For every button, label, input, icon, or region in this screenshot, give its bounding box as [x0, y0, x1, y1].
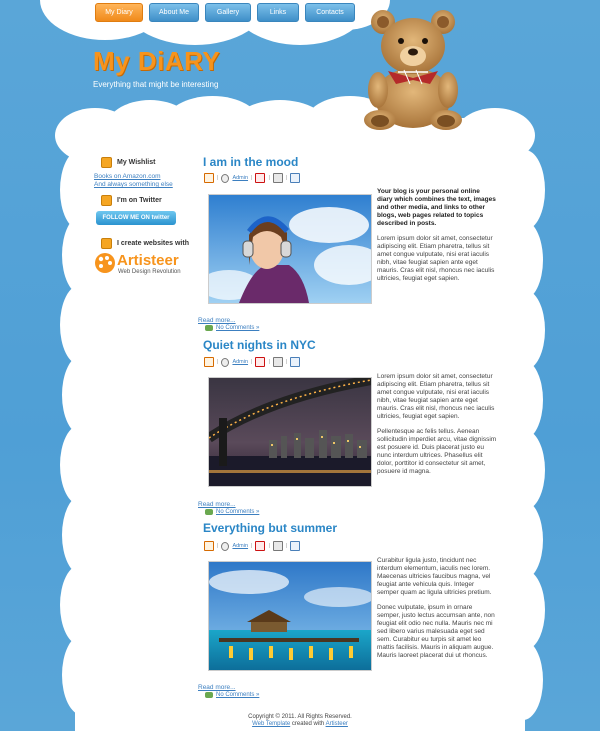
- email-icon[interactable]: [290, 173, 300, 183]
- meta-separator: |: [285, 543, 288, 549]
- footer-artisteer-link[interactable]: Artisteer: [325, 721, 348, 727]
- post-paragraph-3b: Donec vulputate, ipsum in ornare semper, justo lectus accumsan ante, non feugiat elit odio nec nulla. Mauris nec mi sed libero varius malesuada eget sed sem. Curabitur eu turpis sit amet leo mattis facilisis. Mauris in aliquam augue. Mauris laoreet placerat dui ut rhoncus.: [377, 604, 495, 659]
- site-title[interactable]: My DiARY: [93, 46, 221, 76]
- websites-heading: [101, 238, 189, 249]
- wishlist-heading: [101, 157, 155, 168]
- meta-separator: |: [251, 359, 253, 365]
- comments-text-3[interactable]: No Comments »: [216, 692, 260, 698]
- nav-gallery[interactable]: Gallery: [205, 3, 251, 22]
- meta-separator: |: [217, 543, 219, 549]
- post-photo-beach-pavilion: [208, 561, 372, 671]
- nav-my-diary[interactable]: My Diary: [95, 3, 143, 22]
- post-title-2[interactable]: Quiet nights in NYC: [203, 338, 316, 352]
- meta-separator: |: [285, 175, 288, 181]
- print-icon[interactable]: [273, 173, 283, 183]
- footer-credits: [0, 721, 600, 727]
- footer-copyright: Copyright © 2011. All Rights Reserved.: [248, 714, 352, 720]
- comment-icon: [205, 692, 213, 698]
- nav-links[interactable]: Links: [257, 3, 299, 22]
- comments-link-1[interactable]: [205, 325, 259, 331]
- pdf-icon[interactable]: [255, 541, 265, 551]
- post-meta-3: [204, 541, 300, 551]
- calendar-icon: [204, 173, 214, 183]
- meta-separator: |: [285, 359, 288, 365]
- wishlist-link-other[interactable]: And always something else: [94, 181, 173, 188]
- main-nav: [95, 3, 355, 22]
- post-photo-headphones-girl: [208, 194, 372, 304]
- rss-icon: [101, 157, 112, 168]
- teddy-bear-image: [358, 8, 468, 132]
- twitter-heading-text: I'm on Twitter: [117, 197, 162, 204]
- post-title-3[interactable]: Everything but summer: [203, 521, 338, 535]
- footer-created-with: created with: [291, 721, 325, 727]
- read-more-link-1[interactable]: Read more...: [198, 317, 236, 324]
- twitter-follow-button[interactable]: FOLLOW ME ON twitter: [96, 211, 176, 225]
- wishlist-heading-text: My Wishlist: [117, 159, 156, 166]
- comments-link-3[interactable]: [205, 692, 259, 698]
- post-paragraph-1a: Lorem ipsum dolor sit amet, consectetur adipiscing elit. Etiam pharetra, tellus sit amet congue vulputate, nisi erat iaculis nibh, vitae feugiat sapien ante eget mauris. Cras elit nisl, rhoncus nec iaculis ultricies, feugiat eget sapien.: [377, 235, 495, 282]
- footer-web-template-link[interactable]: Web Template: [252, 721, 291, 727]
- artisteer-logo-icon[interactable]: [94, 251, 116, 275]
- websites-heading-text: I create websites with: [117, 240, 189, 247]
- comment-icon: [205, 509, 213, 515]
- post-paragraph-2a: Lorem ipsum dolor sit amet, consectetur adipiscing elit. Etiam pharetra, tellus sit amet congue vulputate, nisi erat iaculis nibh, vitae feugiat sapien ante eget mauris. Cras elit nisl, rhoncus nec iaculis ultricies, feugiat eget sapien.: [377, 373, 495, 420]
- meta-separator: |: [251, 175, 253, 181]
- nav-about-me[interactable]: About Me: [149, 3, 199, 22]
- post-meta-1: [204, 173, 300, 183]
- meta-separator: |: [217, 359, 219, 365]
- print-icon[interactable]: [273, 357, 283, 367]
- twitter-heading: [101, 195, 162, 206]
- post-paragraph-3a: Curabitur ligula justo, tincidunt nec interdum elementum, iaculis nec lorem. Maecenas ultricies faucibus magna, vel feugiat ante vehicula quis. Integer semper quam ac ligula ultricies pretium.: [377, 557, 492, 596]
- wishlist-link-amazon[interactable]: Books on Amazon.com: [94, 173, 161, 180]
- calendar-icon: [204, 541, 214, 551]
- comment-icon: [205, 325, 213, 331]
- pdf-icon[interactable]: [255, 173, 265, 183]
- post-body-1: [377, 188, 497, 290]
- calendar-icon: [204, 357, 214, 367]
- user-icon: [221, 174, 229, 183]
- artisteer-tagline: Web Design Revolution: [118, 269, 181, 275]
- email-icon[interactable]: [290, 541, 300, 551]
- meta-separator: |: [268, 543, 270, 549]
- meta-separator: |: [217, 175, 219, 181]
- post-title-1[interactable]: I am in the mood: [203, 155, 299, 169]
- meta-separator: |: [268, 175, 270, 181]
- post-paragraph-2b: Pellentesque ac felis tellus. Aenean sollicitudin imperdiet arcu, vitae dignissim est posuere id. Duis placerat justo eu nunc interdum ultrices. Phasellus elit dolor, porttitor id consectetur sit amet, posuere id magna.: [377, 428, 497, 475]
- author-link[interactable]: Admin: [232, 359, 249, 365]
- read-more-link-2[interactable]: Read more...: [198, 501, 236, 508]
- read-more-link-3[interactable]: Read more...: [198, 684, 236, 691]
- post-meta-2: [204, 357, 300, 367]
- user-icon: [221, 542, 229, 551]
- rss-icon: [101, 238, 112, 249]
- site-tagline: Everything that might be interesting: [93, 80, 219, 89]
- user-icon: [221, 358, 229, 367]
- author-link[interactable]: Admin: [232, 175, 249, 181]
- post-intro-1: Your blog is your personal online diary which combines the text, images and other media, and links to other blogs, web pages related to topics described in posts.: [377, 188, 496, 227]
- print-icon[interactable]: [273, 541, 283, 551]
- comments-text-1[interactable]: No Comments »: [216, 325, 260, 331]
- pdf-icon[interactable]: [255, 357, 265, 367]
- nav-contacts[interactable]: Contacts: [305, 3, 355, 22]
- author-link[interactable]: Admin: [232, 543, 249, 549]
- post-photo-nyc-bridge: [208, 377, 372, 487]
- meta-separator: |: [251, 543, 253, 549]
- post-body-3: [377, 557, 497, 667]
- artisteer-logo-text[interactable]: Artisteer: [117, 252, 179, 269]
- comments-link-2[interactable]: [205, 509, 259, 515]
- rss-icon: [101, 195, 112, 206]
- post-body-2: [377, 373, 497, 483]
- comments-text-2[interactable]: No Comments »: [216, 509, 260, 515]
- email-icon[interactable]: [290, 357, 300, 367]
- meta-separator: |: [268, 359, 270, 365]
